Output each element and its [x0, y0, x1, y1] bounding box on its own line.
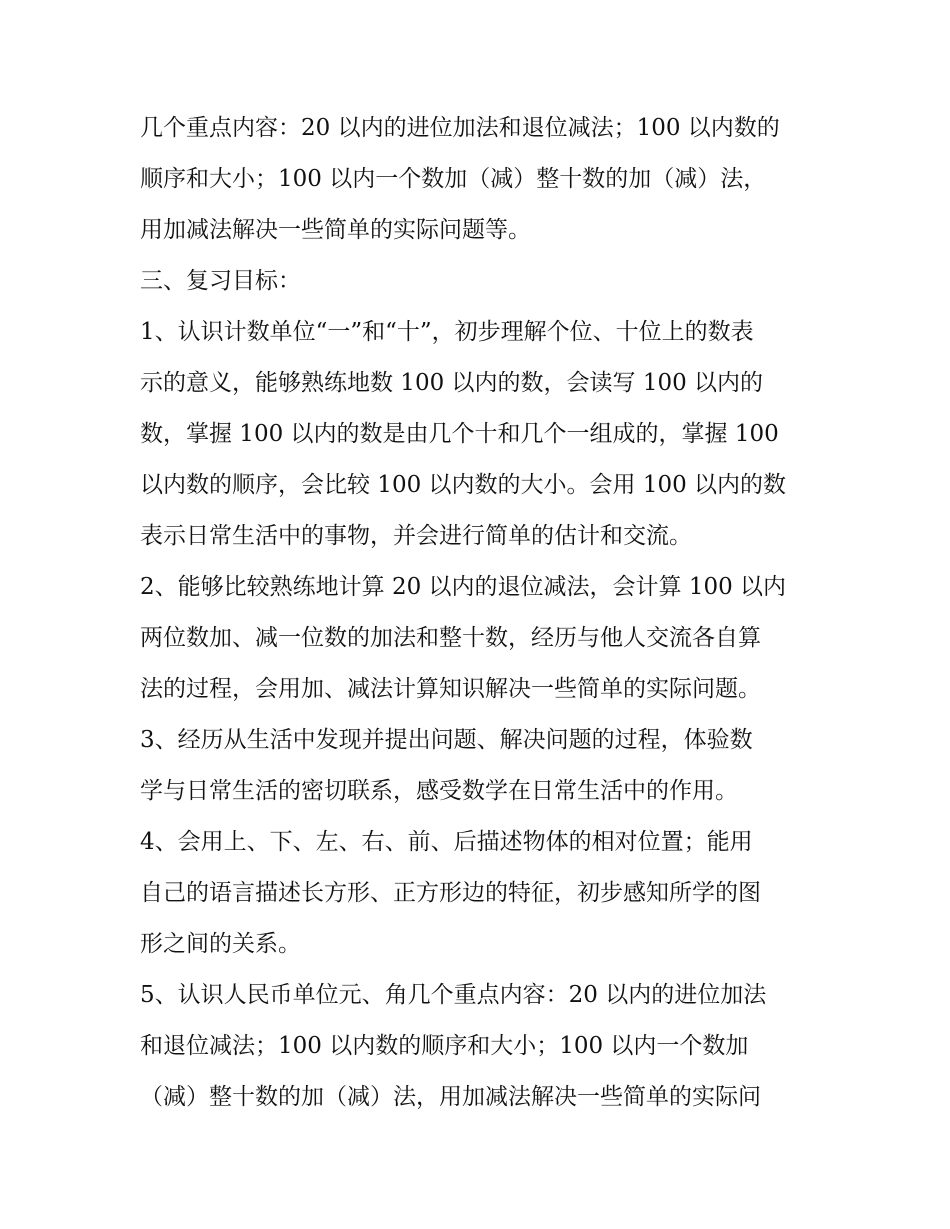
text-line: 形之间的关系。 [140, 931, 301, 957]
text-line: 自己的语言描述长方形、正方形边的特征，初步感知所学的图 [140, 880, 761, 906]
text-line: 以内数的顺序，会比较 100 以内数的大小。会用 100 以内的数 [140, 472, 787, 498]
text-line: 几个重点内容：20 以内的进位加法和退位减法；100 以内数的 [140, 115, 780, 141]
text-line: 两位数加、减一位数的加法和整十数，经历与他人交流各自算 [140, 625, 761, 651]
text-line: 1、认识计数单位“一”和“十”，初步理解个位、十位上的数表 [140, 319, 754, 345]
text-line: 学与日常生活的密切联系，感受数学在日常生活中的作用。 [140, 778, 738, 804]
section-heading: 三、复习目标： [140, 268, 301, 294]
text-line: （减）整十数的加（减）法，用加减法解决一些简单的实际问 [140, 1084, 761, 1110]
text-line: 2、能够比较熟练地计算 20 以内的退位减法，会计算 100 以内 [140, 574, 787, 600]
text-line: 5、认识人民币单位元、角几个重点内容：20 以内的进位加法 [140, 982, 767, 1008]
document-body [140, 103, 820, 1123]
text-line: 4、会用上、下、左、右、前、后描述物体的相对位置；能用 [140, 829, 753, 855]
text-line: 3、经历从生活中发现并提出问题、解决问题的过程，体验数 [140, 727, 753, 753]
text-line: 法的过程，会用加、减法计算知识解决一些简单的实际问题。 [140, 676, 761, 702]
text-line: 顺序和大小；100 以内一个数加（减）整十数的加（减）法， [140, 166, 767, 192]
text-line: 示的意义，能够熟练地数 100 以内的数，会读写 100 以内的 [140, 370, 764, 396]
text-line: 用加减法解决一些简单的实际问题等。 [140, 217, 531, 243]
text-line: 和退位减法；100 以内数的顺序和大小；100 以内一个数加 [140, 1033, 749, 1059]
text-line: 数，掌握 100 以内的数是由几个十和几个一组成的，掌握 100 [140, 421, 779, 447]
text-line: 表示日常生活中的事物，并会进行简单的估计和交流。 [140, 523, 692, 549]
